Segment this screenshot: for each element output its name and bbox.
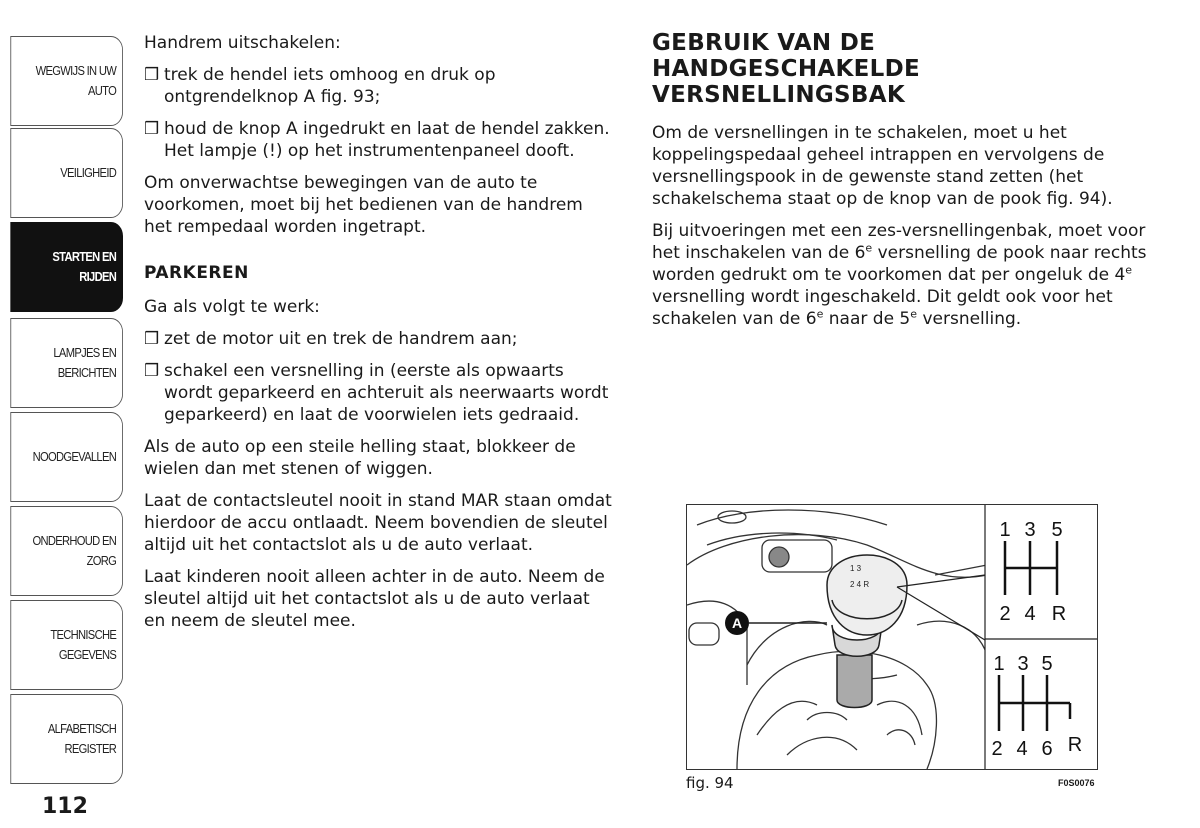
paragraph: Laat kinderen nooit alleen achter in de auto. Neem de sleutel altijd uit het contactslot als u de auto verlaat en neem de sleutel mee. bbox=[144, 567, 605, 631]
svg-text:2: 2 bbox=[999, 603, 1011, 625]
gear-shift-figure bbox=[686, 504, 1098, 770]
tab-label: STARTEN EN RIJDEN bbox=[52, 249, 117, 284]
tab-technische-gegevens[interactable] bbox=[10, 600, 123, 690]
checkbox-bullet-icon: ❒ bbox=[144, 361, 160, 381]
checkbox-bullet-icon: ❒ bbox=[144, 329, 160, 349]
checkbox-bullet-icon: ❒ bbox=[144, 119, 160, 139]
right-column bbox=[652, 30, 1157, 340]
tab-label: WEGWIJS IN UW AUTO bbox=[35, 63, 117, 98]
knob-schema-top: 1 3 bbox=[850, 564, 862, 573]
paragraph: Om de versnellingen in te schakelen, moet u het koppelingspedaal geheel intrappen en vervolgens de versnellingspook in de gewenste stand zetten (het schakelschema staat op de knop van de pook fig. 94). bbox=[652, 123, 1113, 209]
svg-text:R: R bbox=[1067, 734, 1083, 756]
tab-label: ONDERHOUD EN ZORG bbox=[32, 533, 117, 568]
svg-text:1: 1 bbox=[999, 519, 1011, 541]
page-title: GEBRUIK VAN DE HANDGESCHAKELDE VERSNELLINGSBAK bbox=[652, 30, 920, 108]
tab-onderhoud[interactable] bbox=[10, 506, 123, 596]
section-heading-parkeren: PARKEREN bbox=[144, 263, 249, 283]
paragraph: Laat de contactsleutel nooit in stand MAR staan omdat hierdoor de accu ontlaadt. Neem bovendien de sleutel altijd uit het contactslot als u de auto verlaat. bbox=[144, 491, 612, 555]
knob-schema-bottom: 2 4 R bbox=[850, 580, 870, 589]
svg-text:2: 2 bbox=[991, 738, 1003, 760]
svg-text:4: 4 bbox=[1016, 738, 1028, 760]
list-item: ❒ trek de hendel iets omhoog en druk op ontgrendelknop A fig. 93; bbox=[144, 65, 496, 107]
figure-caption: fig. 94 bbox=[686, 774, 734, 792]
left-column bbox=[144, 32, 614, 642]
svg-text:4: 4 bbox=[1024, 603, 1036, 625]
tab-label: ALFABETISCH REGISTER bbox=[47, 721, 117, 756]
tab-label: LAMPJES EN BERICHTEN bbox=[53, 345, 117, 380]
tab-noodgevallen[interactable] bbox=[10, 412, 123, 502]
tab-lampjes[interactable] bbox=[10, 318, 123, 408]
paragraph: Als de auto op een steile helling staat, blokkeer de wielen dan met stenen of wiggen. bbox=[144, 437, 576, 479]
tab-label: NOODGEVALLEN bbox=[32, 449, 117, 464]
svg-text:R: R bbox=[1051, 603, 1067, 625]
svg-text:3: 3 bbox=[1017, 653, 1029, 675]
paragraph: Bij uitvoeringen met een zes-versnellingenbak, moet voor het inschakelen van de 6e versnelling de pook naar rechts worden gedrukt om te voorkomen dat per ongeluk de 4e versnelling wordt ingeschakeld. Dit geldt ook voor het schakelen van de 6e naar de 5e versnelling. bbox=[652, 221, 1147, 329]
checkbox-bullet-icon: ❒ bbox=[144, 65, 160, 85]
paragraph: Om onverwachtse bewegingen van de auto te voorkomen, moet bij het bedienen van de handrem het rempedaal worden ingetrapt. bbox=[144, 173, 583, 237]
svg-text:5: 5 bbox=[1041, 653, 1053, 675]
tab-veiligheid[interactable] bbox=[10, 128, 123, 218]
list-item: ❒ schakel een versnelling in (eerste als opwaarts wordt geparkeerd en achteruit als neerwaarts wordt geparkeerd) en laat de voorwielen iets gedraaid. bbox=[144, 361, 609, 425]
page-number: 112 bbox=[42, 794, 88, 819]
figure-code: F0S0076 bbox=[1058, 778, 1095, 788]
list-item: ❒ houd de knop A ingedrukt en laat de hendel zakken. Het lampje (!) op het instrumentenpaneel dooft. bbox=[144, 119, 610, 161]
paragraph: Ga als volgt te werk: bbox=[144, 297, 320, 317]
svg-text:5: 5 bbox=[1051, 519, 1063, 541]
tab-wegwijs[interactable] bbox=[10, 36, 123, 126]
svg-text:1: 1 bbox=[993, 653, 1005, 675]
callout-label: A bbox=[731, 615, 743, 631]
svg-text:6: 6 bbox=[1041, 738, 1053, 760]
intro-text: Handrem uitschakelen: bbox=[144, 33, 341, 53]
tab-starten-en-rijden[interactable] bbox=[10, 222, 123, 312]
tab-label: TECHNISCHE GEGEVENS bbox=[50, 627, 117, 662]
tab-alfabetisch-register[interactable] bbox=[10, 694, 123, 784]
svg-text:3: 3 bbox=[1024, 519, 1036, 541]
list-item: ❒ zet de motor uit en trek de handrem aan; bbox=[144, 329, 518, 349]
tab-label: VEILIGHEID bbox=[60, 165, 117, 180]
